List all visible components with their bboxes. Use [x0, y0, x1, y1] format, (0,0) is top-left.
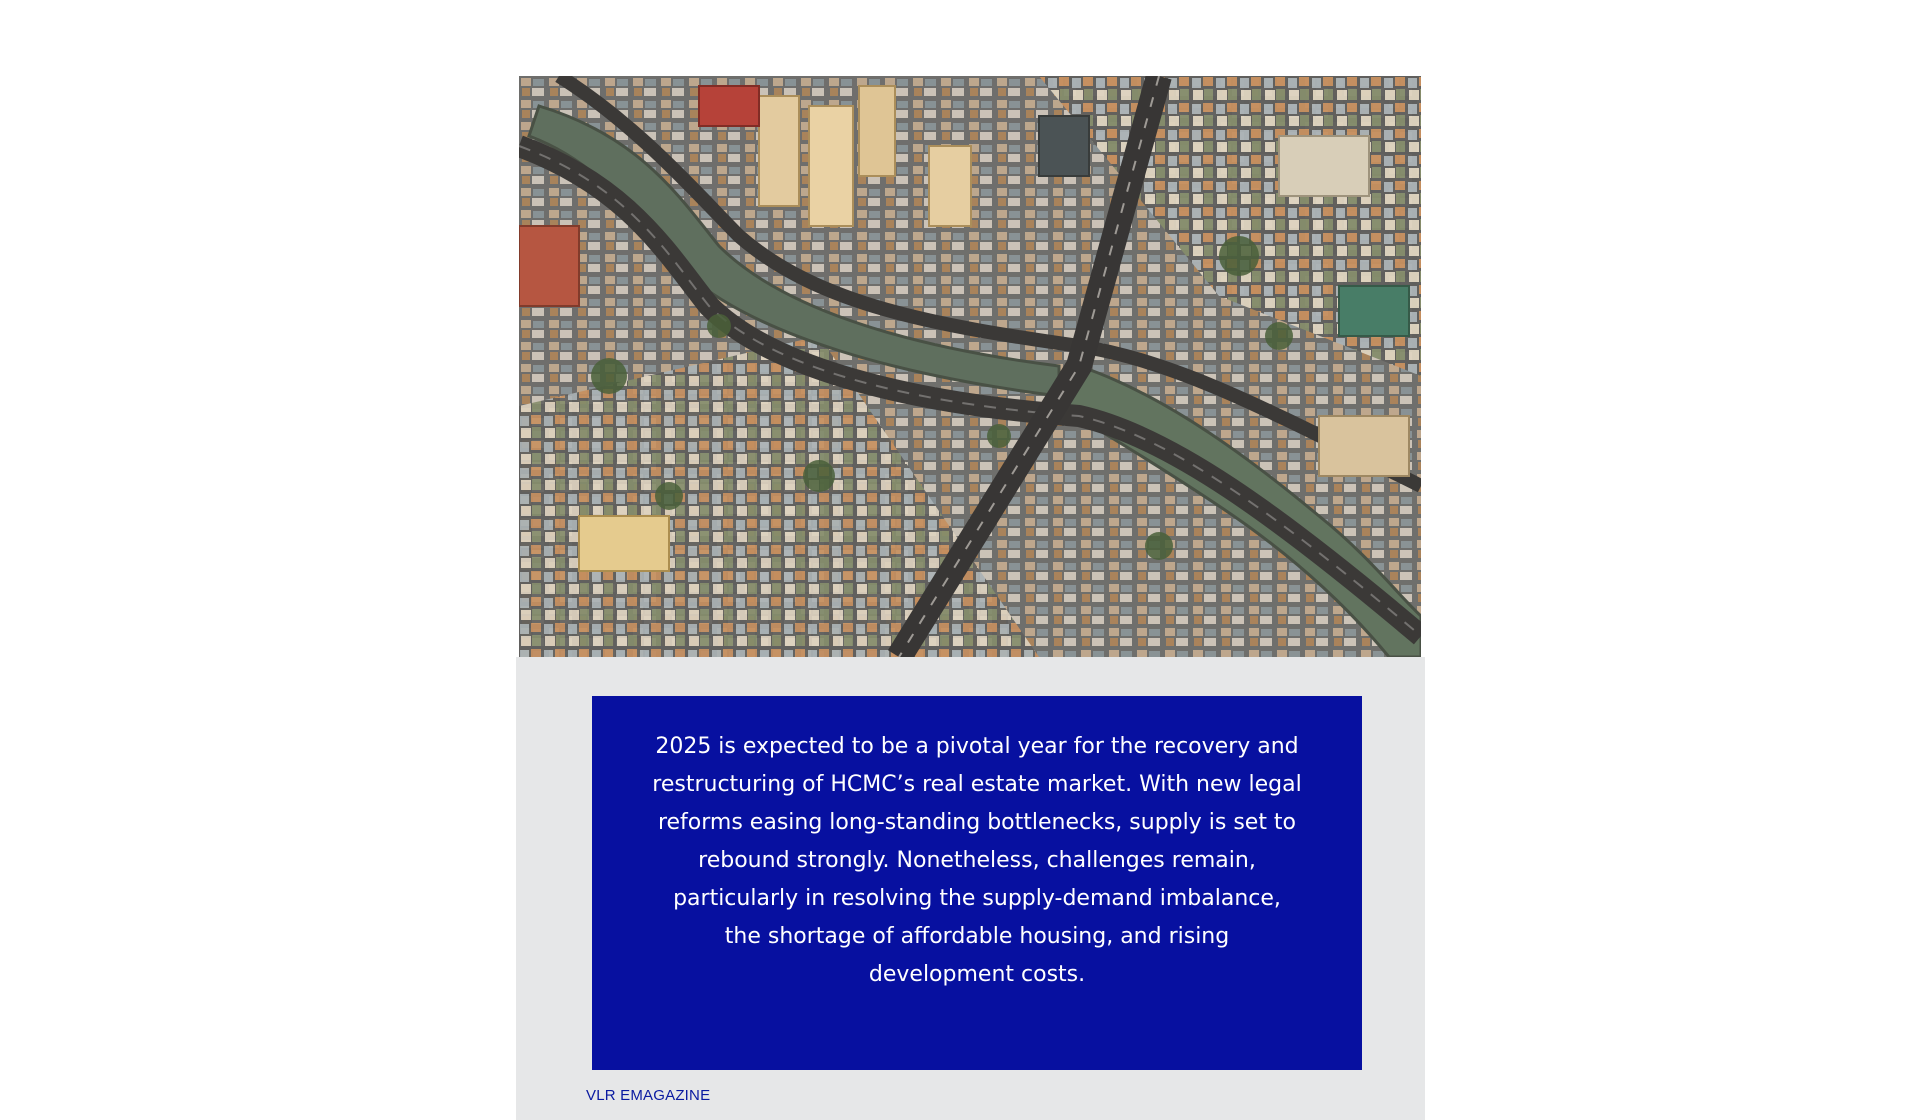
quote-panel	[516, 657, 1425, 1120]
hero-aerial-photo	[519, 76, 1421, 657]
pull-quote-box	[592, 696, 1362, 1070]
aerial-city-river-photo	[519, 76, 1421, 657]
pull-quote-text: 2025 is expected to be a pivotal year for the recovery and restructuring of HCMC’s real estate market. With new legal reforms easing long-standing bottlenecks, supply is set to rebound strongly. Nonetheless, challenges remain, particularly in resolving the supply-demand imbalance, the shortage of affordable housing, and rising development costs.	[652, 734, 1302, 987]
publication-credit: VLR EMAGAZINE	[586, 1087, 711, 1104]
